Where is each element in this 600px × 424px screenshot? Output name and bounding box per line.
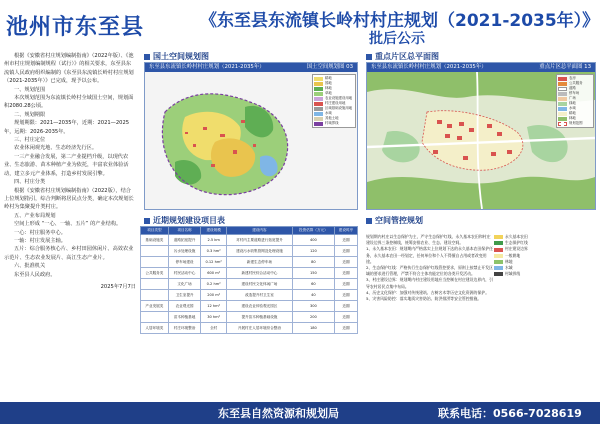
table-cell: 文化广场 bbox=[168, 279, 201, 290]
publish-date: 2025年7月7日 bbox=[100, 283, 136, 290]
table-cell: 近期 bbox=[334, 257, 357, 268]
paragraph: 农业休闲观光地、生态经济先行区。 bbox=[14, 145, 98, 152]
paragraph: 1、永久基本农田：规划期内严格落实上位规划下达的永久基本农田保护任务，永久基本农田一经划定，任何单位和个人不得擅自占用或者改变用途。 bbox=[366, 246, 493, 264]
table-cell: 苗木种植基地 bbox=[168, 312, 201, 323]
table-cell bbox=[141, 246, 169, 257]
table-cell: 近期 bbox=[334, 312, 357, 323]
table-cell: 建设村民文化休闲广场 bbox=[227, 279, 293, 290]
legend-swatch bbox=[494, 272, 503, 276]
paragraph: 二、规划期限 bbox=[14, 111, 46, 118]
legend-label: 村域界线 bbox=[505, 271, 521, 277]
section-label-map2: 重点片区总平面图 bbox=[366, 51, 439, 62]
table-cell: 近期 bbox=[334, 235, 357, 246]
table-row bbox=[141, 279, 358, 290]
table-cell: 停车场建设 bbox=[168, 257, 201, 268]
table-cell bbox=[141, 312, 169, 323]
land-use-legend: 耕地 园地 林地 草地 农业设施建设用地 村庄建设用地 区域基础设施用地 水域 其他土地 村域界线 bbox=[312, 74, 356, 128]
table-cell: 400 bbox=[292, 235, 334, 246]
legend-swatch bbox=[494, 254, 503, 258]
section-label-control: 空间管控规划 bbox=[366, 215, 423, 226]
legend-swatch bbox=[494, 248, 503, 252]
paragraph: 根据《安徽省村庄规划编制指南》（2022年版）、《池州市村庄规划编制规程（试行）》的相关要求，东至县东流镇人民政府组织编制的《东至县东流镇长岭村村庄规划（2021-2035年）》已完成，现予以公布。 bbox=[4, 53, 134, 85]
table-cell: 2.5 km bbox=[201, 235, 227, 246]
table-cell: 近期 bbox=[334, 246, 357, 257]
paragraph: 规划期内村庄以生态保护为主，严守生态保护红线、永久基本农田和村庄建设边界三条控制线，统筹安排农业、生态、建设空间。 bbox=[366, 234, 491, 246]
table-row bbox=[141, 246, 358, 257]
table-cell: 60 bbox=[292, 279, 334, 290]
paragraph: 本次规划范围为东流镇长岭村全域国土空间，规划面积2080.28公顷。 bbox=[4, 95, 134, 110]
table-row bbox=[141, 290, 358, 301]
table-cell: 村庄环境整治 bbox=[168, 323, 201, 334]
table-cell: 全村 bbox=[201, 323, 227, 334]
table-row bbox=[141, 301, 358, 312]
paragraph: 5、灾害风险防控：落实地质灾害防治、防洪排涝等安全管控措施。 bbox=[366, 296, 482, 302]
table-cell: 300 bbox=[292, 301, 334, 312]
table-header-row bbox=[141, 227, 358, 235]
table-cell: 近期 bbox=[334, 323, 357, 334]
table-cell: 12 hm² bbox=[201, 301, 227, 312]
paragraph: 六、批准机关 bbox=[14, 263, 46, 270]
table-header: 项目类型 bbox=[141, 227, 169, 235]
legend-swatch bbox=[494, 235, 503, 239]
table-header: 项目名称 bbox=[168, 227, 201, 235]
table-cell: 近期 bbox=[334, 301, 357, 312]
paragraph: 东至县人民政府。 bbox=[14, 271, 56, 278]
paragraph: 根据《安徽省村庄规划编制指南》（2022版），结合上位规划指引，综合判断将居民点分类，确定本次规划长岭村为集聚提升类村庄。 bbox=[4, 187, 134, 211]
table-cell bbox=[141, 290, 169, 301]
map-header: 东至县东流镇长岭村村庄规划（2021-2035年） 重点片区总平面图 13 bbox=[367, 63, 595, 72]
table-row bbox=[141, 257, 358, 268]
table-header: 建设时序 bbox=[334, 227, 357, 235]
table-cell: 建设污水收集管网及处理设施 bbox=[227, 246, 293, 257]
key-area-legend: 农房 公共服务 道路 停车场 广场 绿地 水域 耕地 林地 规划范围 bbox=[556, 74, 594, 128]
table-row bbox=[141, 312, 358, 323]
table-cell: 新建村民综合活动中心 bbox=[227, 268, 293, 279]
legend-label: 生态保护红线 bbox=[505, 240, 528, 246]
square-icon bbox=[144, 54, 150, 60]
table-cell: 开展村庄人居环境综合整治 bbox=[227, 323, 293, 334]
paragraph: 4、历史文化保护：加强对传统建筑、古树名木等历史文化资源的保护。 bbox=[366, 289, 490, 295]
table-cell: 建设农业体验观光园区 bbox=[227, 301, 293, 312]
square-icon bbox=[366, 54, 372, 60]
footer-organization: 东至县自然资源和规划局 bbox=[218, 407, 339, 420]
table-header: 投资估算（万元） bbox=[292, 227, 334, 235]
table-cell: 120 bbox=[292, 246, 334, 257]
table-cell: 近期 bbox=[334, 290, 357, 301]
section-label-table: 近期规划建设项目表 bbox=[144, 215, 225, 226]
table-cell: 道路拓宽提升 bbox=[168, 235, 201, 246]
table-cell: 新建生态停车场 bbox=[227, 257, 293, 268]
paragraph: 空间上形成 “一心、一轴、五片” 的产业结构。 bbox=[14, 221, 122, 228]
map-header: 东至县东流镇长岭村村庄规划（2021-2035年） 国土空间规划图 03 bbox=[145, 63, 357, 72]
legend-swatch bbox=[494, 266, 503, 270]
table-row bbox=[141, 323, 358, 334]
table-cell: 200 bbox=[292, 312, 334, 323]
table-cell: 卫生室提升 bbox=[168, 290, 201, 301]
table-cell: 40 bbox=[292, 290, 334, 301]
paragraph: 五片：综合服务核心片、乡村田园休闲片、高效农业示范片、生态农业发展片、高江生态产业片。 bbox=[4, 246, 134, 261]
table-cell: 提升苗木种植基础设施 bbox=[227, 312, 293, 323]
table-cell: 近期 bbox=[334, 268, 357, 279]
paragraph: 3、村庄建设边界：规划期内村庄建设用地应当控制在村庄建设边界内，引导农村居民点集中布局。 bbox=[366, 277, 493, 289]
paragraph: 2、生态保护红线：严格执行生态保护红线管控要求，原则上按禁止开发区域的要求进行管理，严禁不符合主体功能定位的各类开发活动。 bbox=[366, 265, 493, 277]
table-cell: 村民活动中心 bbox=[168, 268, 201, 279]
table-cell: 对村内主要道路进行拓宽提升 bbox=[227, 235, 293, 246]
table-body bbox=[141, 235, 358, 334]
paragraph: 五、产业布局规划 bbox=[14, 212, 56, 219]
legend-label: 村庄建设边界 bbox=[505, 246, 528, 252]
table-cell: 基础设施类 bbox=[141, 235, 169, 246]
table-cell: 改造提升村卫生室 bbox=[227, 290, 293, 301]
table-cell: 污水处理设施 bbox=[168, 246, 201, 257]
table-cell: 产业发展类 bbox=[141, 301, 169, 312]
legend-swatch bbox=[494, 260, 503, 264]
county-name: 池州市东至县 bbox=[6, 15, 145, 40]
table-row bbox=[141, 268, 358, 279]
table-cell: 600 m² bbox=[201, 268, 227, 279]
table-cell: 30 hm² bbox=[201, 312, 227, 323]
paragraph: 一、规划范围 bbox=[14, 86, 46, 93]
table-cell: 农业观光园 bbox=[168, 301, 201, 312]
control-text bbox=[366, 234, 494, 394]
legend-swatch bbox=[494, 241, 503, 245]
table-row bbox=[141, 235, 358, 246]
legend-label: 永久基本农田 bbox=[505, 234, 528, 239]
announcement-text bbox=[4, 52, 136, 400]
table-cell: 0.2 hm² bbox=[201, 279, 227, 290]
table-cell: 150 bbox=[292, 268, 334, 279]
paragraph: 一心：村庄服务中心。 bbox=[14, 229, 66, 236]
table-cell: 200 m² bbox=[201, 290, 227, 301]
table-cell: 80 bbox=[292, 257, 334, 268]
table-header: 建设规模 bbox=[201, 227, 227, 235]
legend-item bbox=[494, 271, 594, 277]
table-cell bbox=[141, 257, 169, 268]
paragraph: 三、村庄定位 bbox=[14, 137, 46, 144]
table-cell: 人居环境类 bbox=[141, 323, 169, 334]
table-cell: 公共服务类 bbox=[141, 268, 169, 279]
footer-phone: 联系电话：0566-7028619 bbox=[438, 407, 582, 420]
square-icon bbox=[144, 218, 150, 224]
paragraph: 一轴：村庄发展主轴。 bbox=[14, 237, 66, 244]
control-legend bbox=[494, 234, 594, 277]
square-icon bbox=[366, 218, 372, 224]
table-header: 建设内容 bbox=[227, 227, 293, 235]
paragraph: 规划期限：2021—2035年，近期：2021—2025年，远期：2026-2035年。 bbox=[4, 120, 130, 135]
page-title: 《东至县东流镇长岭村村庄规划（2021-2035年）》 bbox=[200, 11, 600, 31]
table-cell: 180 bbox=[292, 323, 334, 334]
legend-label: 林地 bbox=[505, 258, 513, 264]
paragraph: 一三产业融合发展，第二产业提档升级，以现代农业、生态旅游、苗木种植产业为依托，丰富农业体验活动，建立多元产业体系，打造乡村发展引擎。 bbox=[4, 153, 129, 177]
paragraph: 四、村庄分类 bbox=[14, 179, 46, 186]
project-table bbox=[140, 226, 358, 334]
legend-label: 一般耕地 bbox=[505, 252, 521, 258]
table-cell: 0.3 hm² bbox=[201, 246, 227, 257]
page-subtitle: 批后公示 bbox=[369, 31, 425, 47]
table-cell bbox=[141, 279, 169, 290]
legend-label: 水域 bbox=[505, 265, 513, 271]
table-cell: 0.12 hm² bbox=[201, 257, 227, 268]
section-label-map1: 国土空间规划图 bbox=[144, 51, 209, 62]
table-cell: 近期 bbox=[334, 279, 357, 290]
